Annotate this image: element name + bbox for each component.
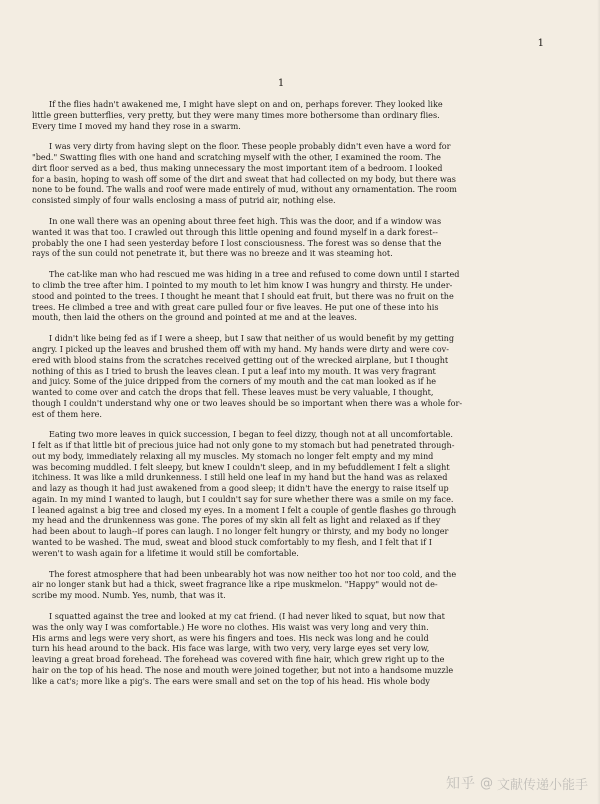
text-line: The cat-like man who had rescued me was hiding in a tree and refused to come down until I started [49,269,460,280]
paragraph [32,216,560,259]
text-line: my head and the drunkenness was gone. The pores of my skin all felt as light and relaxed as if they [32,515,441,526]
text-line: rays of the sun could not penetrate it, but there was no breeze and it was steaming hot. [32,248,393,259]
text-line: The forest atmosphere that had been unbearably hot was now neither too hot nor too cold, and the [49,568,457,579]
text-line: like a cat's; more like a pig's. The ears were small and set on the top of his head. His whole body [32,675,430,686]
text-line: wanted to be washed. The mud, sweat and blood stuck comfortably to my flesh, and I felt that if I [32,536,432,547]
text-line: I was very dirty from having slept on the floor. These people probably didn't even have a word for [49,141,451,152]
body-text [32,99,560,697]
watermark-logo: 知乎 [445,776,476,792]
text-line: to climb the tree after him. I pointed to my mouth to let him know I was hungry and thirsty. He under- [32,280,453,291]
text-line: wanted to come over and catch the drops that fell. These leaves must be very valuable, I thought, [32,387,434,397]
paragraph [32,611,560,686]
chapter-number: 1 [277,78,285,89]
text-line: dirt floor served as a bed, thus making unnecessary the most important item of a bedroom. I looked [32,162,443,173]
text-line: ered with blood stains from the scratches received getting out of the wrecked airplane, but I thought [32,354,449,365]
text-line: little green butterflies, very pretty, but they were many times more bothersome than ordinary flies. [32,109,440,120]
text-line: and juicy. Some of the juice dripped from the corners of my mouth and the cat man looked as if he [32,376,437,387]
text-line: was becoming muddled. I felt sleepy, but knew I couldn't sleep, and in my befuddlement I felt a slight [32,461,450,472]
watermark-at: @ [479,775,493,791]
text-line: Every time I moved my hand they rose in a swarm. [32,120,241,131]
text-line: turn his head around to the back. His face was large, with two very, very large eyes set very low, [32,643,430,654]
text-line: again. In my mind I wanted to laugh, but I couldn't say for sure whether there was a smile on my face. [32,493,454,504]
paragraph [32,99,560,131]
text-line: stood and pointed to the trees. I thought he meant that I should eat fruit, but there was no fruit on the [32,290,454,301]
text-line: "bed." Swatting flies with one hand and scratching myself with the other, I examined the room. The [32,152,441,163]
text-line: none to be found. The walls and roof were made entirely of mud, without any ornamentation. The room [32,184,457,195]
text-line: Eating two more leaves in quick succession, I began to feel dizzy, though not at all uncomfortable. [49,429,453,440]
text-line: though I couldn't understand why one or two leaves should be so important when there was a whole for- [32,397,463,408]
text-line: His arms and legs were very short, as were his fingers and toes. His neck was long and he could [32,632,429,643]
text-line: If the flies hadn't awakened me, I might have slept on and on, perhaps forever. They looked like [49,99,443,109]
paragraph [32,569,560,601]
text-line: consisted simply of four walls enclosing a mass of putrid air, nothing else. [32,195,336,206]
text-line: for a basin, hoping to wash off some of the dirt and sweat that had collected on my body, but there was [32,173,456,184]
text-line: probably the one I had seen yesterday before I lost consciousness. The forest was so dense that the [32,237,442,248]
text-line: I leaned against a big tree and closed my eyes. In a moment I felt a couple of gentle flashes go through [32,504,457,515]
text-line: leaving a great broad forehead. The forehead was covered with fine hair, which grew right up to the [32,654,445,665]
text-line: and lazy as though it had just awakened from a good sleep; it didn't have the energy to raise itself up [32,483,449,494]
text-line: wanted it was that too. I crawled out through this little opening and found myself in a dark forest-- [32,226,438,237]
text-line: I didn't like being fed as if I were a sheep, but I saw that neither of us would benefit by my getting [49,333,455,344]
paragraph [32,269,560,323]
text-line: mouth, then laid the others on the ground and pointed at me and at the leaves. [32,312,358,323]
text-line: scribe my mood. Numb. Yes, numb, that was it. [32,590,226,601]
text-line: air no longer stank but had a thick, sweet fragrance like a ripe muskmelon. "Happy" would not de- [32,579,438,590]
text-line: In one wall there was an opening about three feet high. This was the door, and if a window was [49,216,442,227]
text-line: trees. He climbed a tree and with great care pulled four or five leaves. He put one of these into his [32,301,439,312]
paragraph [32,429,560,558]
text-line: out my body, immediately relaxing all my muscles. My stomach no longer felt empty and my mind [32,450,434,461]
watermark-name: 文献传递小能手 [496,777,588,793]
text-line: had been about to laugh--if pores can laugh. I no longer felt hungry or thirsty, and my body no longer [32,526,449,537]
text-line: I squatted against the tree and looked at my cat friend. (I had never liked to squat, but now that [49,611,445,622]
paragraph [32,141,560,206]
text-line: hair on the top of his head. The nose and mouth were joined together, but not into a handsome muzzle [32,664,454,675]
page-number: 1 [537,38,544,49]
text-line: angry. I picked up the leaves and brushed them off with my hand. My hands were dirty and were cov- [32,344,449,354]
watermark [446,773,588,793]
text-line: itchiness. It was like a mild drunkenness. I still held one leaf in my hand but the hand was as relaxed [32,472,448,483]
text-line: est of them here. [32,408,102,419]
text-line: weren't to wash again for a lifetime it would still be comfortable. [32,547,299,558]
text-line: nothing of this as I tried to brush the leaves clean. I put a leaf into my mouth. It was very fragrant [32,365,436,376]
text-line: was the only way I was comfortable.) He wore no clothes. His waist was very long and very thin. [32,621,429,632]
paragraph [32,333,560,419]
text-line: I felt as if that little bit of precious juice had not only gone to my stomach but had penetrated through- [32,440,455,451]
